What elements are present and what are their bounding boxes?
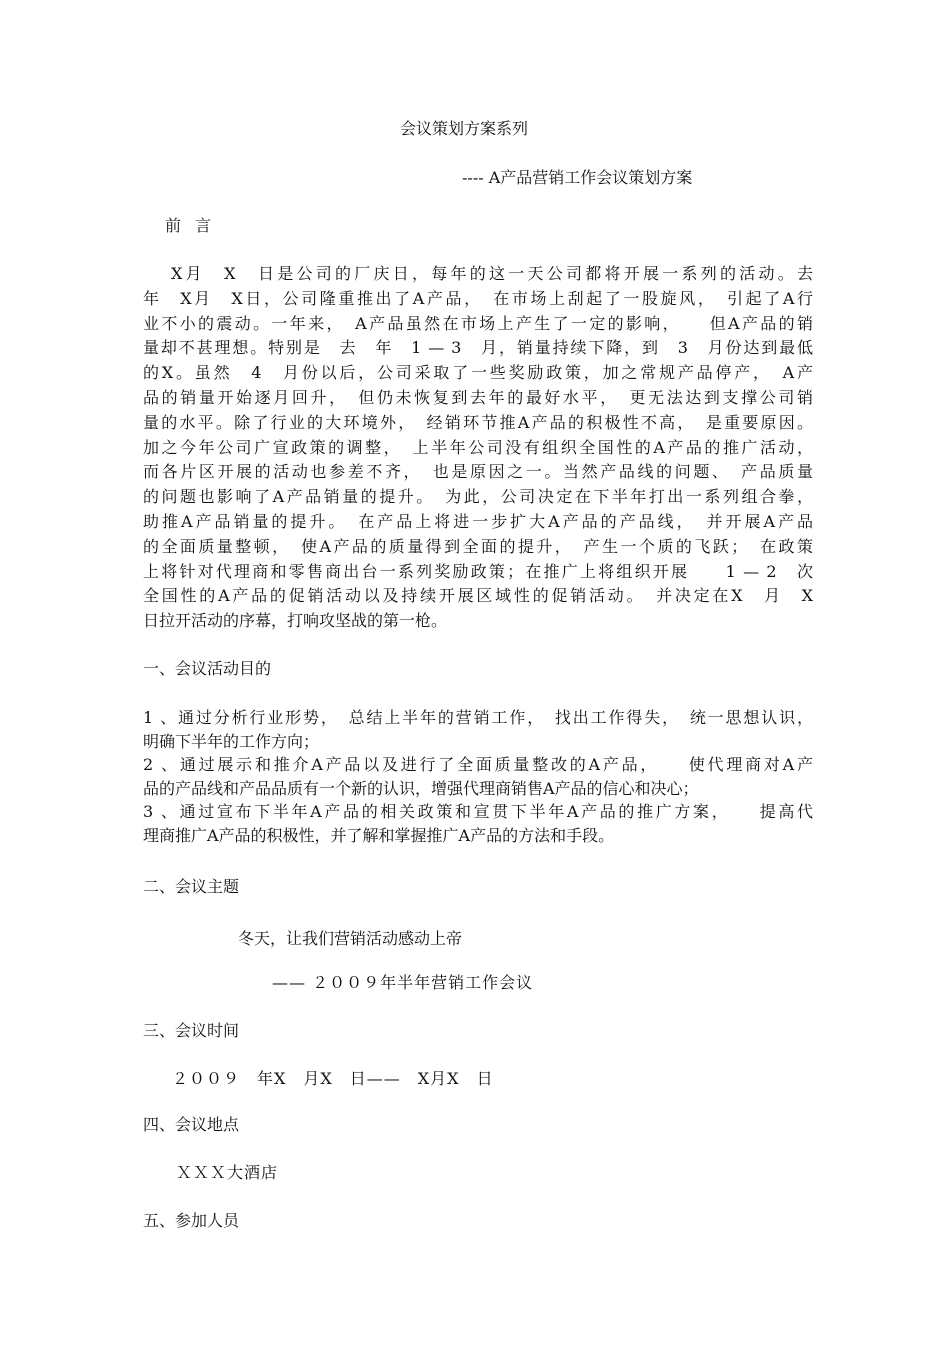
- intro-paragraph: [143, 262, 813, 634]
- paragraph-line: 上将针对代理商和零售商出台一系列奖励政策；在推广上将组织开展 1 — 2 次: [143, 561, 813, 581]
- list-line: 2 、通过展示和推介A产品以及进行了全面质量整改的A产品， 使代理商对A产: [143, 755, 813, 774]
- paragraph-line: 日拉开活动的序幕，打响攻坚战的第一枪。: [143, 611, 448, 631]
- paragraph-line: 的X。虽然 4 月份以后，公司采取了一些奖励政策，加之常规产品停产， A产: [143, 363, 813, 383]
- section-heading-place: 四、会议地点: [143, 1115, 240, 1134]
- paragraph-line: 量的水平。除了行业的大环境外， 经销环节推A产品的积极性不高， 是重要原因。: [143, 412, 813, 432]
- document-title: 会议策划方案系列: [400, 119, 529, 138]
- meeting-time: ２００９ 年X 月X 日—— X月X 日: [172, 1069, 494, 1088]
- paragraph-line: X月 X 日是公司的厂庆日，每年的这一天公司都将开展一系列的活动。去: [171, 264, 813, 283]
- list-line: 1 、通过分析行业形势， 总结上半年的营销工作， 找出工作得失， 统一思想认识，: [143, 708, 813, 727]
- list-line: 品的产品线和产品品质有一个新的认识，增强代理商销售A产品的信心和决心；: [143, 778, 699, 798]
- paragraph-line: 的全面质量整顿， 使A产品的质量得到全面的提升， 产生一个质的飞跃； 在政策: [143, 536, 813, 556]
- paragraph-line: 的问题也影响了A产品销量的提升。 为此，公司决定在下半年打出一系列组合拳，: [143, 487, 813, 507]
- paragraph-line: 品的销量开始逐月回升， 但仍未恢复到去年的最好水平， 更无法达到支撑公司销: [143, 387, 813, 407]
- list-line: 明确下半年的工作方向；: [143, 731, 320, 751]
- list-line: 3 、通过宣布下半年A产品的相关政策和宣贯下半年A产品的推广方案， 提高代: [143, 802, 813, 821]
- preface-heading: 前言: [165, 216, 226, 235]
- section-heading-attendees: 五、参加人员: [143, 1211, 240, 1230]
- section-heading-purpose: 一、会议活动目的: [143, 659, 272, 678]
- paragraph-line: 加之今年公司广宣政策的调整， 上半年公司没有组织全国性的A产品的推广活动，: [143, 437, 813, 457]
- section-heading-theme: 二、会议主题: [143, 877, 240, 896]
- paragraph-line: 业不小的震动。一年来， A产品虽然在市场上产生了一定的影响， 但A产品的销: [143, 313, 813, 333]
- paragraph-line: 而各片区开展的活动也参差不齐， 也是原因之一。当然产品线的问题、 产品质量: [143, 462, 813, 482]
- document-subtitle: ---- A产品营销工作会议策划方案: [462, 168, 693, 187]
- paragraph-line: 全国性的A产品的促销活动以及持续开展区域性的促销活动。 并决定在X 月 X: [143, 586, 813, 606]
- theme-sub: —— ２００９年半年营销工作会议: [272, 973, 534, 992]
- purpose-list: [143, 706, 813, 847]
- theme-main: 冬天，让我们营销活动感动上帝: [238, 929, 463, 948]
- paragraph-line: 助推A产品销量的提升。 在产品上将进一步扩大A产品的产品线， 并开展A产品: [143, 511, 813, 531]
- meeting-place: ＸＸＸ大酒店: [176, 1163, 279, 1182]
- paragraph-line: 年 X月 X日，公司隆重推出了A产品， 在市场上刮起了一股旋风， 引起了A行: [143, 288, 813, 308]
- section-heading-time: 三、会议时间: [143, 1021, 240, 1040]
- list-line: 理商推广A产品的积极性，并了解和掌握推广A产品的方法和手段。: [143, 825, 615, 845]
- paragraph-line: 量却不甚理想。特别是 去 年 1 — 3 月，销量持续下降，到 3 月份达到最低: [143, 338, 813, 358]
